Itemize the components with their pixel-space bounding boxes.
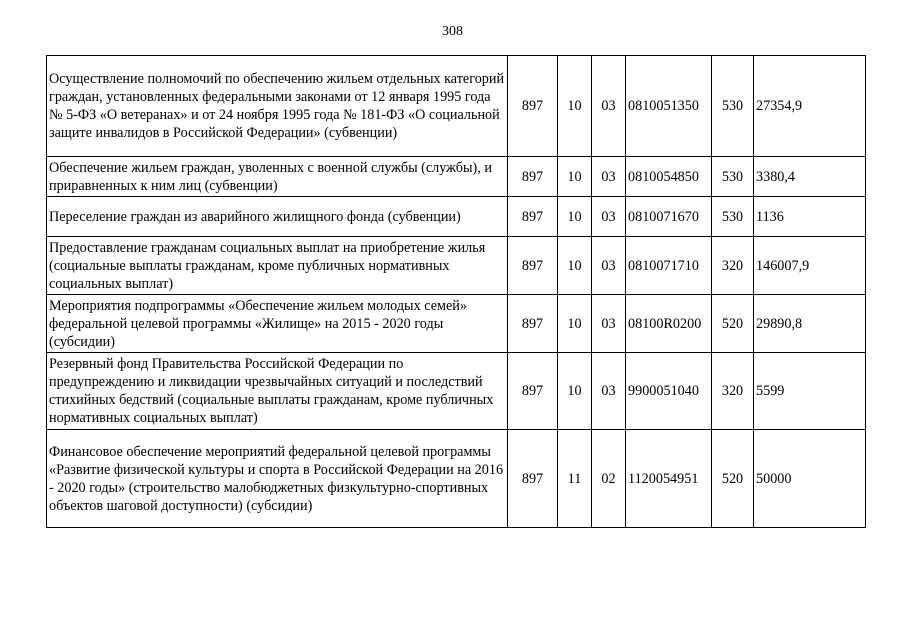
subsection-code: 03 [592, 157, 626, 197]
section-code: 10 [558, 56, 592, 157]
section-code: 10 [558, 353, 592, 430]
target-article-code: 08100R0200 [626, 295, 712, 353]
row-description: Финансовое обеспечение мероприятий федеральной целевой программы «Развитие физической культуры и спорта в Российской Федерации на 2016 - 2020 годы» (строительство малобюджетных физкультурно-спортивных объектов шаговой доступности) (субсидии) [47, 430, 508, 528]
ministry-code: 897 [508, 56, 558, 157]
page-number: 308 [442, 24, 463, 39]
expense-type-code: 520 [712, 430, 754, 528]
amount-value: 1136 [754, 197, 866, 237]
expense-type-code: 320 [712, 237, 754, 295]
amount-value: 5599 [754, 353, 866, 430]
table-row [47, 157, 866, 197]
expense-type-code: 520 [712, 295, 754, 353]
section-code: 10 [558, 237, 592, 295]
table-row [47, 295, 866, 353]
row-description: Резервный фонд Правительства Российской Федерации по предупреждению и ликвидации чрезвычайных ситуаций и последствий стихийных бедствий (социальные выплаты гражданам, кроме публичных нормативных социальных выплат) [47, 353, 508, 430]
table-row [47, 56, 866, 157]
target-article-code: 0810071710 [626, 237, 712, 295]
table-row [47, 353, 866, 430]
table-row [47, 430, 866, 528]
row-description: Переселение граждан из аварийного жилищного фонда (субвенции) [47, 197, 508, 237]
expense-type-code: 320 [712, 353, 754, 430]
target-article-code: 1120054951 [626, 430, 712, 528]
amount-value: 29890,8 [754, 295, 866, 353]
subsection-code: 03 [592, 353, 626, 430]
row-description: Обеспечение жильем граждан, уволенных с военной службы (службы), и приравненных к ним лиц (субвенции) [47, 157, 508, 197]
target-article-code: 0810051350 [626, 56, 712, 157]
amount-value: 3380,4 [754, 157, 866, 197]
budget-table [46, 55, 866, 528]
amount-value: 50000 [754, 430, 866, 528]
section-code: 11 [558, 430, 592, 528]
section-code: 10 [558, 157, 592, 197]
target-article-code: 0810071670 [626, 197, 712, 237]
section-code: 10 [558, 295, 592, 353]
section-code: 10 [558, 197, 592, 237]
ministry-code: 897 [508, 157, 558, 197]
amount-value: 146007,9 [754, 237, 866, 295]
ministry-code: 897 [508, 197, 558, 237]
row-description: Осуществление полномочий по обеспечению жильем отдельных категорий граждан, установленных федеральными законами от 12 января 1995 года № 5-ФЗ «О ветеранах» и от 24 ноября 1995 года № 181-ФЗ «О социальной защите инвалидов в Российской Федерации» (субвенции) [47, 56, 508, 157]
ministry-code: 897 [508, 237, 558, 295]
ministry-code: 897 [508, 353, 558, 430]
target-article-code: 0810054850 [626, 157, 712, 197]
subsection-code: 03 [592, 197, 626, 237]
ministry-code: 897 [508, 430, 558, 528]
amount-value: 27354,9 [754, 56, 866, 157]
table-row [47, 237, 866, 295]
row-description: Предоставление гражданам социальных выплат на приобретение жилья (социальные выплаты гражданам, кроме публичных нормативных социальных выплат) [47, 237, 508, 295]
subsection-code: 03 [592, 237, 626, 295]
subsection-code: 02 [592, 430, 626, 528]
target-article-code: 9900051040 [626, 353, 712, 430]
ministry-code: 897 [508, 295, 558, 353]
row-description: Мероприятия подпрограммы «Обеспечение жильем молодых семей» федеральной целевой программы «Жилище» на 2015 - 2020 годы (субсидии) [47, 295, 508, 353]
subsection-code: 03 [592, 295, 626, 353]
expense-type-code: 530 [712, 197, 754, 237]
expense-type-code: 530 [712, 157, 754, 197]
table-row [47, 197, 866, 237]
subsection-code: 03 [592, 56, 626, 157]
expense-type-code: 530 [712, 56, 754, 157]
